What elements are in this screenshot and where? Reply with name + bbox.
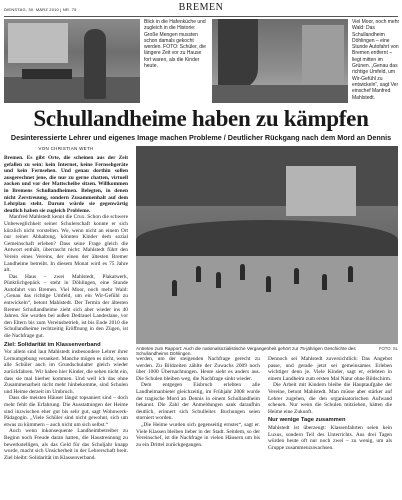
body-paragraph: werden, um der steigenden Nachfrage gerecht zu werden. Zu Bildzeiten zählte der Zuwachs 2009 noch über 1000 Übernachtungen. Heute sieht es anders aus. Die Schulen bleiben weg, die Nachfrage sinkt wieder. [136,356,260,382]
article-byline: VON CHRISTIAN WETH [38,146,94,151]
body-paragraph: Das Haus – zwei Mahlstedt, Plakatwerk, Pünktlichgepäck – steht in Döhlingen, eine Stunde Autofahrt von Bremen. Viel Moor, noch mehr Wald: „Genau das richtige Umfeld, um ein Wir-Gefühl zu entwickeln“, betont Mahlstedt. Der Termin der ältesten Bremer Schullandheime zieht sich aber wieder ins 40 Jahren. Sie wurden bei außen Dedrauel Landeslane, vor den Eltern bis zum Vereinsbetrieb, ist bis Ende 2010 die Schullandheime rechtzeitig Eröffnung in den Zügen, ist die Nachfrage gut. [4,273,128,340]
article-subhead: Nur wenige Tage zusammen [268,417,346,424]
section-title: BREMEN [178,2,224,13]
article-subhead: Ziel: Solidarität im Klassenverband [4,341,101,348]
article-lead: Bremen. Es gibt Orte, die scheinen aus der Zeit gefallen zu sein: kein Internet, keine Fernsehgeräte und kein Fernsehen. Und genau dorthin sollen ausgerechnet jene, die nur zu gerne chatten, virtuell zocken und vor der Mattscheibe sitzen. Willkommen in Bremens Schullandheimen. Belegten, in denen nicht Zerstreuung, sondern Zusammenhalt auf dem Lehrplan steht. Darum würde sie gegenwärtig deutlich haben sie zugleich Probleme. [4,155,128,214]
article-subheadline: Desinteressierte Lehrer und eigenes Image machen Probleme / Deutlicher Rückgang nach dem Mord an Dennis [10,133,392,142]
body-paragraph: Die Arbeit mit Kindern bleibe die Hauptaufgabe der Vereine, betont Mahlstedt. Man müsse aber stärker auf Lehrer zugehen, die den organisatorischen Aufwand scheuen. Nur wenn die Schulen mitziehen, hätten die Heime eine Zukunft. [268,382,392,415]
body-paragraph: Dass die meisten Häuser längst topsaniert sind – doch mehr fehlt die Erfahrung. Die Ausstattungen der Heime sind inzwischen eher gut bis sehr gut, sagt Wohnwerk-Pädagogin. „Viele Schüler sind nicht gewohnt, sich um etwas zu kümmern – auch nicht um sich selbst.“ [4,395,128,428]
body-paragraph: „Die Heime wurden sich gegenseitig ernster“, sagt er. Viele Klassen bleiben lieber in der Stadt. Seitdem, so der Vereinschef, ist die Nachfrage in vielen Häusern um bis zu ein Drittel zurückgegangen. [136,421,260,448]
photo-credit: FOTO: SL [378,346,398,351]
kitchen-photo-caption: Blick in die Hafenküche und zugleich in die Historie: Große Mengen mussten schon damals gekocht werden. FOTO: Schüler, die längere Zeit vor zu Hause fort waren, als die Kinder heute. [144,19,206,70]
building-photo-caption: Viel Moor, noch mehr Wald: Das Schullandheim Döhlingen – eine Stunde Autofahrt von Bremen entfernt – liegt mitten im Grünen. „Genau das richtige Umfeld, um Wir-Gefühl zu entwickeln“, sagt Ver einschef Manfred Mahlstedt. [352,19,400,101]
article-headline: Schullandheime haben zu kämpfen [33,106,369,131]
body-paragraph: Auch wenn inkonsequente Landheimbetreiber zu Beginn noch Freude daran hatten, die Haustrennung zu bewerkstelligen, als das Geld für das Schuljahr knapp wurde, macht sich Unsicherheit in der Lehrerschaft breit. Ziel bleibt: Solidarität im Klassenverband. [4,428,128,461]
kitchen-photo [4,19,140,103]
body-paragraph: Dennoch sei Mahlstedt zuversichtlich: Das Angebot passe, und gerade jetzt sei gemeinsames Erleben wichtiger denn je. Viele Kinder, sagt er, erlebten in einem Landheim zum ersten Mal Natur ohne Bildschirm. [268,356,392,382]
building-photo [212,19,348,103]
issue-date: DIENSTAG, 30. MÄRZ 2010 | NR. 75 [4,7,77,12]
body-paragraph: Mahlstedt ist überzeugt: Klassenfahrten seien kein Luxus, sondern Teil des Unterrichts. Aus drei Tagen würden heute oft nur noch zwei – zu wenig, um als Gruppe zusammenzuwachsen. [268,424,392,451]
article-column-1 [4,155,128,497]
main-historic-photo [136,146,398,344]
body-paragraph: Vor allem sind laut Mahlstedt insbesondere Lehrer ihrer Lernumgebung verankert. Manche mögen es nicht, wenn alle Schüler auch im Grundschulalter gleich wieder zurückfahren. Wir haben hier Kinder, die sehen nicht ein, dass sie mal hierher kommen. Und weil ich das ohne Zusammenarbeit nicht mehr hinbekomme, sind Schulen und Heime derzeit im Umbruch. [4,349,128,395]
page-header [4,2,398,17]
body-paragraph: Dem entgegen Eisbruch erlebten alle Landheimanbieter gleichzeitig, im Frühjahr 2008 wurde der tragische Mord an Dennis in einem Schullandheim bekannt. Die Zahl der Anmeldungen sank daraufhin deutlich, erinnert sich Schulleiter. Buchungen seien storniert worden. [136,382,260,422]
main-photo-caption: Antreten zum Rapport: Auch die nationalsozialistische Vergangenheit gehört zur 75-jährigen Geschichte des Schullandheims Döhlingen. [136,346,356,356]
article-column-2 [136,356,260,497]
article-column-3 [268,356,392,497]
body-paragraph: Manfred Mahlstedt kennt die Crux. Schon die schwere Unbeweglichkeit seiner Schulerschaft konnte er sich kürzlich nicht vorstellen. Wo, wenn nicht an einem Ort nur reiner Abhaltung, könnten Kinder dem sozial Gemeinschaft erleben? Dass seine Frage gleich die Antwort enthält, überrascht nicht: Mahlstedt führt den Verein eines Vereins, der einen der ältesten Bremer Landheime betreibt. In diesem Monat wird es 75 Jahre alt. [4,214,128,274]
